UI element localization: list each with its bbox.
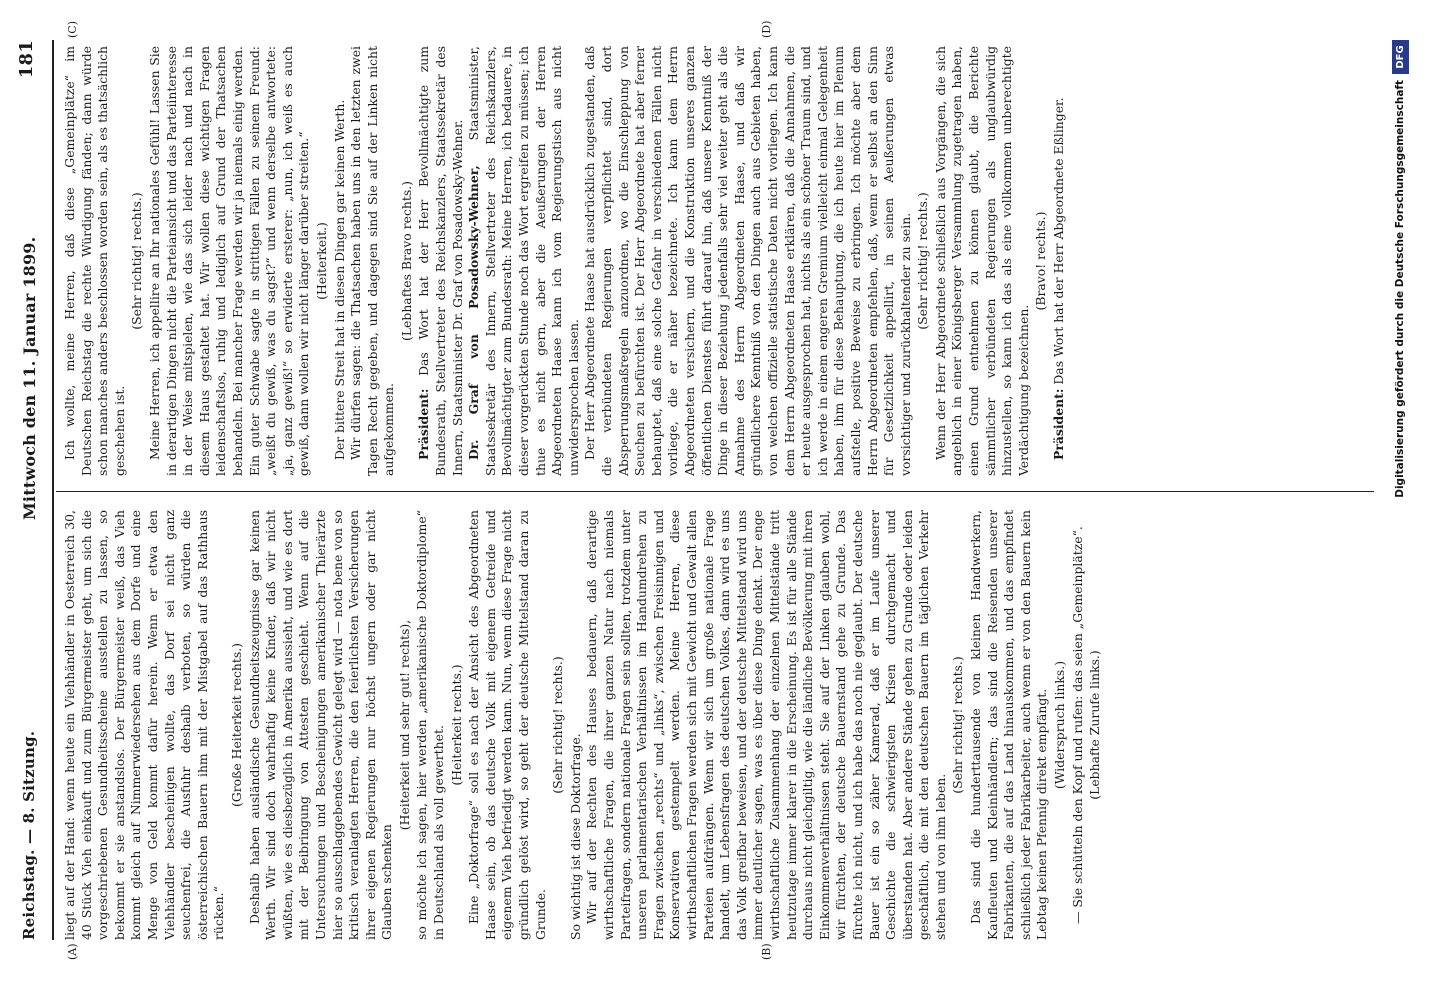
paragraph: liegt auf der Hand: wenn heute ein Viehhändler in Oesterreich 30, 40 Stück Vieh einkauft und zum Bürgermeister geht, um sich die vorgeschriebenen Gesundheitsscheine ausstellen zu lassen, so bekommt er sie anstandslos. Der Bürgermeister weiß, das Vieh kommt gleich auf Nimmerwiedersehen aus dem Dorfe und eine Menge von Geld kommt dafür herein. Wenn er etwa den Viehhändler bescheinigen wollte, das Dorf sei nicht ganz seuchenfrei, die Ausfuhr deshalb verboten, so würden die österreichischen Bauern ihm mit der Mistgabel auf das Rathhaus rücken.“ (62, 510, 227, 940)
speaker-label: Dr. Graf von Posadowsky-Wehner, (466, 165, 482, 460)
speech-text: Das Wort hat der Herr Bevollmächtigte zum Bundesrath, Stellvertreter des Reichskanzlers, Staatssekretär des Innern, Staatsminister Dr. Graf von Posadowsky-Wehner. (416, 46, 465, 476)
paragraph (416, 46, 466, 476)
speech-text: Staatsminister, Staatssekretär des Innern, Stellvertreter des Reichskanzlers, Bevollmächtigter zum Bundesrath: Meine Herren, ich bedauere, in dieser vorgerückten Stunde noch das Wort ergreifen zu müssen; ich thue es nicht gern, aber die Aeußerungen der Herren Abgeordneten Haase kann ich vom Regierungstisch aus nicht unwidersprochen lassen. (466, 46, 581, 476)
stage-direction: (Heiterkeit.) (313, 222, 329, 300)
paragraph: Das sind die hunderttausende von kleinen Handwerkern, Kaufleuten und Kleinhändlern; das sind die Reisenden unserer Fabrikanten, die auf das Land hinauskommen, und das empfindet schließlich jeder Fabrikarbeiter, auch wenn er von den Bauern kein Lebtag keinen Pfennig direkt empfängt. (968, 510, 1050, 940)
paragraph (466, 46, 582, 476)
speech-text: Das Wort hat der Herr Abgeordnete Eßlinger. (1051, 97, 1067, 385)
paragraph: Wir dürfen sagen: die Thatsachen haben uns in den letzten zwei Tagen Recht gegeben, und dagegen sind Sie auf der Linken nicht aufgekommen. (348, 46, 397, 476)
right-column (62, 46, 1362, 476)
margin-mark-c: (C) (66, 21, 79, 38)
speaker-label: Präsident: (1051, 388, 1067, 460)
stage-direction: (Bravo! rechts.) (1033, 211, 1049, 311)
margin-mark-d: (D) (760, 20, 773, 38)
stage-direction: (Sehr richtig! rechts.) (950, 656, 966, 794)
paragraph: Wir auf der Rechten des Hauses bedauern, daß derartige wirthschaftliche Fragen, die ihrer ganzen Natur nach niemals Parteifragen, sondern nationale Fragen sein sollten, trotzdem unter unseren parlamentarischen Verhältnissen im Handumdrehen zu Fragen zwischen „rechts“ und „links“, zwischen Freisinnigen und Konservativen gestempelt werden. Meine Herren, diese wirthschaftlichen Fragen werden sich mit Gewicht und Gewalt allen Parteien aufdrängen. Wenn wir sich um große nationale Frage handelt, um Lebensfragen des deutschen Volkes, dann wird es uns das Volk greifbar beweisen, und der deutsche Mittelstand wird uns immer deutlicher sagen, was es über diese Dinge denkt. Der enge wirthschaftliche Zusammenhang der einzelnen Mittelstände tritt heutzutage immer klarer in die Erscheinung. Es ist für alle Stände durchaus nicht gleichgiltig, wie die ländliche Bevölkerung mit ihren Einkommenverhältnissen steht. Sie auf der Linken glauben wohl, wir fürchten, der deutsche Bauernstand gehe zu Grunde. Das fürchte ich nicht, und ich habe das noch nie geglaubt. Der deutsche Bauer ist ein so zäher Kamerad, daß er im Laufe unserer Geschichte die schwierigsten Krisen durchgemacht und überstanden hat. Aber andere Stände gehen zu Grunde oder leiden geschäftlich, die mit den deutschen Bauern im täglichen Verkehr stehen und von ihm leben. (584, 510, 948, 940)
left-column (62, 510, 1362, 940)
header-date: Mittwoch den 11. Januar 1899. (20, 236, 39, 520)
stage-direction: (Heiterkeit und sehr gut! rechts), (396, 619, 412, 831)
stage-direction: (Widerspruch links.) (1052, 660, 1068, 790)
credit-text: Digitalisierung gefördert durch die Deutsche Forschungsgemeinschaft (1394, 80, 1406, 498)
paragraph: — Sie schütteln den Kopf und rufen: das seien „Gemeinplätze“. (1069, 526, 1085, 924)
paragraph: Wenn der Herr Abgeordnete schließlich aus Vorgängen, die sich angeblich in einer Königsberger Versammlung zugetragen haben, einen Grund entnehmen zu können glaubt, die Berichte sämmtlicher verbündeten Regierungen als unglaubwürdig hinzustellen, so kann ich das als eine vollkommen unberechtigte Verdächtigung bezeichnen. (932, 46, 1031, 476)
speaker-label: Präsident: (416, 388, 432, 460)
paragraph: Der Herr Abgeordnete Haase hat ausdrücklich zugestanden, daß die verbündeten Regierungen verpflichtet sind, dort Absperrungsmaßregeln anzuordnen, wo die Einschleppung von Seuchen zu befürchten ist. Der Herr Abgeordnete hat aber ferner behauptet, daß eine solche Gefahr in verschiedenen Fällen nicht vorliege, die er näher bezeichnete. Ich kann dem Herrn Abgeordneten versichern, und die Konstruktion unseres ganzen öffentlichen Dienstes führt darauf hin, daß unsere Kenntniß der Dinge in dieser Beziehung jedenfalls sehr viel weiter geht als die Annahme des Herrn Abgeordneten Haase, und daß wir gründlichere Kenntniß von den Dingen auch aus Gebieten haben, von welchen offizielle statistische Daten nicht vorliegen. Ich kann dem Herrn Abgeordneten Haase erklären, daß die Annahmen, die er heute ausgesprochen hat, nichts als ein schöner Traum sind, und ich werde in einem engeren Gremium vielleicht einmal Gelegenheit haben, ihm für diese Behauptung, die ich heute hier im Plenum aufstelle, positive Beweise zu erbringen. Ich möchte aber dem Herrn Abgeordneten empfehlen, daß, wenn er selbst an den Sinn für Gesetzlichkeit appellirt, in seinen Aeußerungen etwas vorsichtiger und zurückhaltender zu sein. (582, 46, 913, 476)
stage-direction: (Große Heiterkeit rechts.) (228, 643, 244, 808)
paragraph: Meine Herren, ich appellire an Ihr nationales Gefühl! Lassen Sie in derartigen Dingen nicht die Parteiansicht und das Parteiinteresse in der Weise mitspielen, wie das sich leider nach und nach in diesem Haus gestaltet hat. Wir wollen diese wichtigen Fragen leidenschaftslos, ruhig und lediglich auf Grund der Thatsachen behandeln. Bei mancher Frage werden wir ja niemals einig werden. Ein guter Schwabe sagte in strittigen Fällen zu seinem Freund: „weißt du gewiß, was du sagst?“ und wenn derselbe antwortete: „ja, ganz gewiß!“ so erwiderte ersterer: „nun, ich weiß es auch gewiß, dann wollen wir nicht länger darüber streiten.“ (146, 46, 312, 476)
paragraph: So wichtig ist diese Doktorfrage. (567, 733, 583, 940)
paragraph: Eine „Doktorfrage“ soll es nach der Ansicht des Abgeordneten Haase sein, ob das deutsche Volk mit eigenem Getreide und eigenem Vieh befriedigt werden kann. Nun, wenn diese Frage nicht gründlich gelöst wird, so geht der deutsche Mittelstand daran zu Grunde. (466, 510, 548, 940)
margin-mark-b: (B) (760, 943, 773, 960)
stage-direction: (Lebhafte Zurufe links.) (1087, 650, 1103, 800)
stage-direction: (Lebhaftes Bravo rechts.) (398, 181, 414, 341)
header-session: Reichstag. — 8. Sitzung. (20, 730, 38, 940)
stage-direction: (Heiterkeit rechts.) (448, 664, 464, 786)
stage-direction: (Sehr richtig! rechts.) (129, 192, 145, 330)
margin-mark-a: (A) (66, 943, 79, 960)
stage-direction: (Sehr richtig! rechts.) (915, 192, 931, 330)
page-number: 181 (16, 40, 37, 79)
stage-direction: (Sehr richtig! rechts.) (550, 656, 566, 794)
dfg-logo: DFG (1392, 40, 1409, 74)
page-header (8, 40, 50, 940)
digitization-credit (1388, 40, 1418, 960)
paragraph: Der bittere Streit hat in diesen Dingen gar keinen Werth. (331, 99, 347, 460)
paragraph (1051, 46, 1068, 476)
header-rule (52, 40, 54, 940)
paragraph: Ich wollte, meine Herren, daß diese „Gemeinplätze“ im Deutschen Reichstag die rechte Würdigung fänden; dann würde schon manches anders beschlossen worden sein, als es thatsächlich geschehen ist. (62, 46, 127, 476)
column-divider (56, 491, 1374, 492)
paragraph: Deshalb haben ausländische Gesundheitszeugnisse gar keinen Werth. Wir sind doch wahrhaftig keine Kinder, daß wir nicht wüßten, wie es diesbezüglich in Amerika aussieht, und wie es dort mit der Beibringung von Attesten geschieht. Wenn auf die Untersuchungen und Bescheinigungen amerikanischer Thierärzte hier so ausschlaggebendes Gewicht gelegt wird — nota bene von so kritisch veranlagten Herren, die den feierlichsten Versicherungen ihrer eigenen Regierungen nur höchst ungern oder gar nicht Glauben schenken (246, 510, 395, 940)
paragraph: so möchte ich sagen, hier werden „amerikanische Doktordiplome“ in Deutschland als voll gewerthet. (414, 510, 447, 940)
